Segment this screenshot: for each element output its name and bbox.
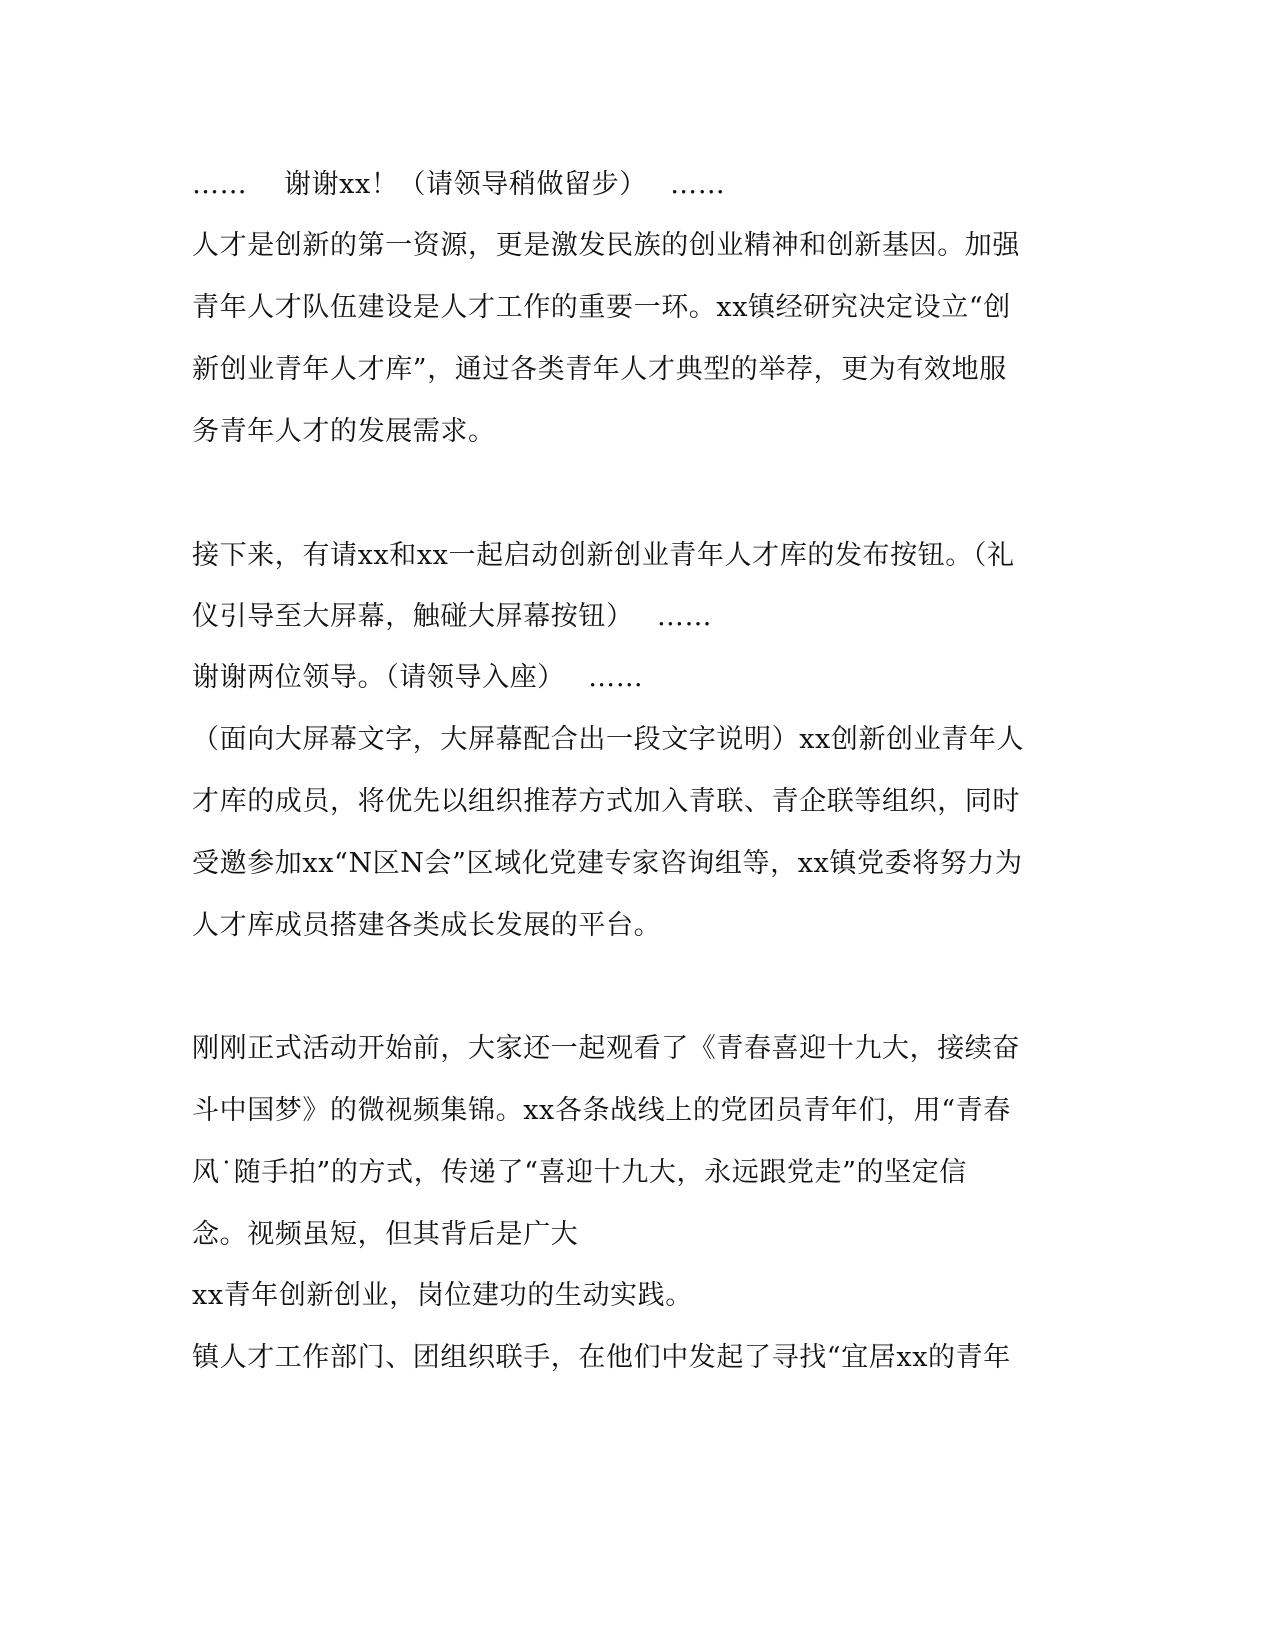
text-line: 仪引导至大屏幕，触碰大屏幕按钮） …… [192, 601, 713, 632]
text-line: （面向大屏幕文字，大屏幕配合出一段文字说明）xx创新创业青年人 [192, 724, 1025, 755]
text-line: 青年人才队伍建设是人才工作的重要一环。xx镇经研究决定设立“创 [192, 292, 1011, 323]
text-line: 斗中国梦》的微视频集锦。xx各条战线上的党团员青年们，用“青春 [192, 1095, 1011, 1126]
text-line: 接下来，有请xx和xx一起启动创新创业青年人才库的发布按钮。（礼 [192, 540, 1015, 571]
text-line: 风˙随手拍”的方式，传递了“喜迎十九大，永远跟党走”的坚定信 [192, 1157, 967, 1188]
text-line: 受邀参加xx“N区N会”区域化党建专家咨询组等，xx镇党委将努力为 [192, 848, 1023, 879]
text-line: 念。视频虽短，但其背后是广大 [192, 1219, 579, 1250]
text-line: 务青年人才的发展需求。 [192, 416, 496, 447]
text-line: 新创业青年人才库”，通过各类青年人才典型的举荐，更为有效地服 [192, 354, 1007, 385]
text-line: 刚刚正式活动开始前，大家还一起观看了《青春喜迎十九大，接续奋 [192, 1033, 1020, 1064]
text-line: …… 谢谢xx！（请领导稍做留步） …… [192, 169, 726, 200]
text-line: 谢谢两位领导。（请领导入座） …… [192, 662, 644, 693]
text-line: 才库的成员，将优先以组织推荐方式加入青联、青企联等组织，同时 [192, 786, 1020, 817]
text-line: 镇人才工作部门、团组织联手，在他们中发起了寻找“宜居xx的青年 [192, 1342, 1011, 1373]
text-line: xx青年创新创业，岗位建功的生动实践。 [192, 1280, 693, 1311]
text-line: 人才是创新的第一资源，更是激发民族的创业精神和创新基因。加强 [192, 230, 1020, 261]
text-line: 人才库成员搭建各类成长发展的平台。 [192, 910, 662, 941]
